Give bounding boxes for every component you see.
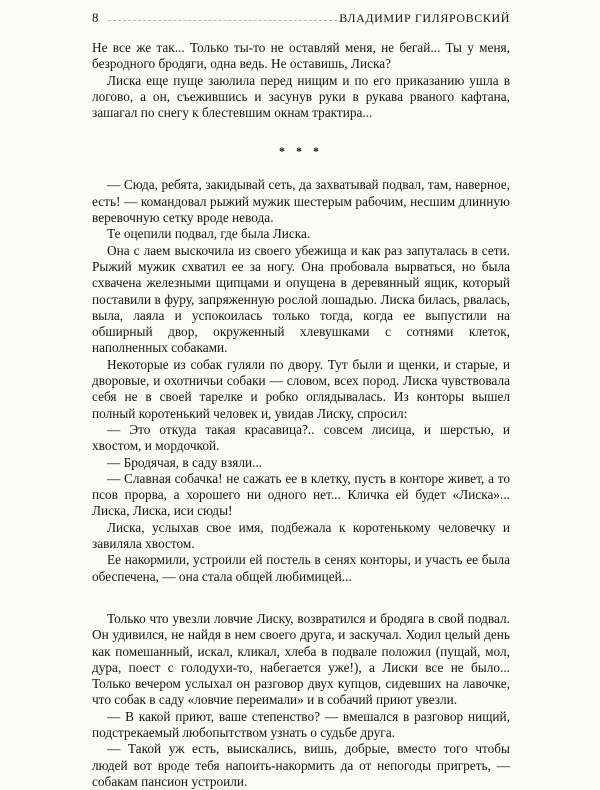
page-number: 8 [92,10,99,25]
paragraph: Некоторые из собак гуляли по двору. Тут были и щенки, и старые, и дворовые, и охотничьи собаки — словом, всех пород. Лиска чувствовала себя не в своей тарелке и робко оглядывалась. Из конторы вышел полный коротенький человек и, увидав Лиску, спросил: [92,356,510,421]
paragraph: — В какой приют, ваше степенство? — вмешался в разговор нищий, подстрекаемый любопытством узнать о судьбе друга. [92,708,510,740]
paragraph: Только что увезли ловчие Лиску, возвратился и бродяга в свой подвал. Он удивился, не найдя в нем своего друга, и заскучал. Ходил целый день как помешанный, искал, кликал, хлеба в подвале положил (пущай, мол, дура, поест с голодухи-то, набегается уже!), а Лиски все не было... Только вечером услыхал он разговор двух купцов, сидевших на лавочке, что собак в саду «ловчие переимали» и в собачий приют увезли. [92,610,510,708]
running-head: ВЛАДИМИР ГИЛЯРОВСКИЙ [339,11,510,25]
paragraph: Не все же так... Только ты-то не оставляй меня, не бегай... Ты у меня, безродного бродяги, одна ведь. Не оставишь, Лиска? [92,40,510,72]
paragraph: Ее накормили, устроили ей постель в сенях конторы, и участь ее была обеспечена, — она стала общей любимицей... [92,552,510,584]
paragraph: — Это откуда такая красавица?.. совсем лисица, и шерстью, и хвостом, и мордочкой. [92,421,510,454]
paragraph: Лиска еще пуще заюлила перед нищим и по его приказанию ушла в логово, а он, съежившись и засунув руки в рукава рваного кафтана, зашагал по снегу к блестевшим окнам трактира... [92,72,510,121]
paragraph: Она с лаем выскочила из своего убежища и как раз запуталась в сети. Рыжий мужик схватил ее за ногу. Она пробовала вырваться, но была схвачена железными щипцами и опущена в деревянный ящик, который поставили в фуру, запряженную рослой лошадью. Лиска билась, рвалась, выла, лаяла и успокоилась только тогда, когда ее выпустили на обширный двор, окруженный хлевушками с сотнями клеток, наполненных собаками. [92,242,510,356]
paragraph: — Такой уж есть, выискались, вишь, добрые, вместо того чтобы людей вот вроде тебя напоить-накормить да от непогоды пригреть, — собакам пансион устроили. [92,741,510,789]
paragraph: — Славная собачка! не сажать ее в клетку, пусть в конторе живет, а то псов прорва, а хорошего ни одного нет... Кличка ей будет «Лиска»... Лиска, Лиска, иси сюды! [92,470,510,519]
paragraph: Те оцепили подвал, где была Лиска. [107,226,311,242]
page-header [92,10,510,30]
page-body [92,40,510,790]
header-rule [108,20,342,21]
section-gap [92,585,510,611]
paragraph: Лиска, услыхав свое имя, подбежала к коротенькому человечку и завиляла хвостом. [92,519,510,552]
paragraph: — Бродячая, в саду взяли... [107,454,263,470]
paragraph: — Сюда, ребята, закидывай сеть, да захватывай подвал, там, наверное, есть! — командовал рыжий мужик шестерым рабочим, несшим длинную веревочную сетку вроде невода. [92,177,510,226]
section-separator: * * * [279,144,323,159]
